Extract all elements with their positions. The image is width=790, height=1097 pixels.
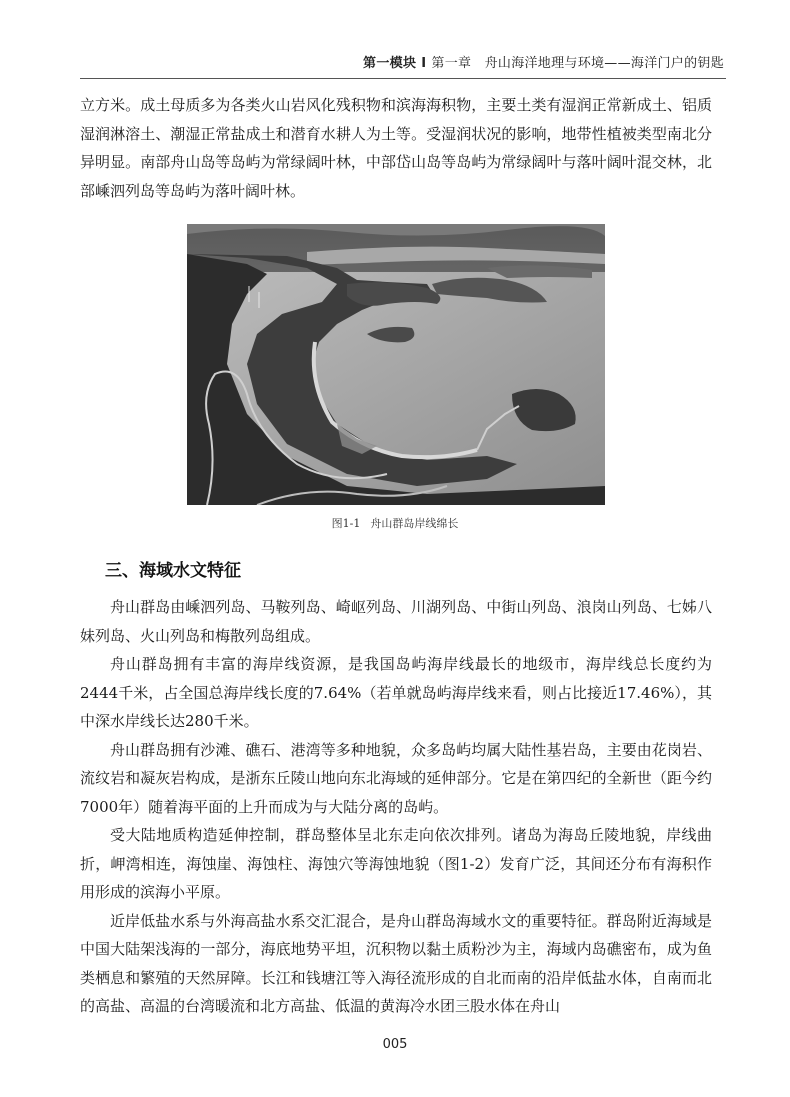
intro-paragraph: 立方米。成土母质多为各类火山岩风化残积物和滨海海积物，主要土类有湿润正常新成土、铝质湿润淋溶土、潮湿正常盐成土和潜育水耕人为土等。受湿润状况的影响，地带性植被类型南北分异明显。南部舟山岛等岛屿为常绿阔叶林，中部岱山岛等岛屿为常绿阔叶与落叶阔叶混交林，北部嵊泗列岛等岛屿为落叶阔叶林。 — [80, 96, 712, 200]
figure-caption-text: 舟山群岛岸线绵长 — [370, 517, 459, 530]
header-rule — [80, 78, 726, 79]
body-paragraph: 舟山群岛由嵊泗列岛、马鞍列岛、崎岖列岛、川湖列岛、中街山列岛、浪岗山列岛、七姊八妹列岛、火山列岛和梅散列岛组成。 — [80, 598, 712, 645]
coastline-photo — [187, 224, 605, 505]
header-module: 第一模块 — [363, 56, 417, 71]
body-paragraph: 舟山群岛拥有丰富的海岸线资源，是我国岛屿海岸线最长的地级市，海岸线总长度约为2444千米，占全国总海岸线长度的7.64%（若单就岛屿海岸线来看，则占比接近17.46%），其中深水岸线长达280千米。 — [80, 655, 712, 730]
section-heading: 三、海域水文特征 — [105, 561, 241, 581]
figure-number: 图1-1 — [331, 517, 361, 530]
body-paragraph: 受大陆地质构造延伸控制，群岛整体呈北东走向依次排列。诸岛为海岛丘陵地貌，岸线曲折，岬湾相连，海蚀崖、海蚀柱、海蚀穴等海蚀地貌（图1-2）发育广泛，其间还分布有海积作用形成的滨海小平原。 — [80, 826, 712, 901]
body-paragraph: 舟山群岛拥有沙滩、礁石、港湾等多种地貌，众多岛屿均属大陆性基岩岛，主要由花岗岩、流纹岩和凝灰岩构成，是浙东丘陵山地向东北海域的延伸部分。它是在第四纪的全新世（距今约7000年）随着海平面的上升而成为与大陆分离的岛屿。 — [80, 740, 712, 816]
body-paragraph: 近岸低盐水系与外海高盐水系交汇混合，是舟山群岛海域水文的重要特征。群岛附近海域是中国大陆架浅海的一部分，海底地势平坦，沉积物以黏土质粉沙为主，海域内岛礁密布，成为鱼类栖息和繁殖的天然屏障。长江和钱塘江等入海径流形成的自北而南的沿岸低盐水体，自南而北的高盐、高温的台湾暖流和北方高盐、低温的黄海冷水团三股水体在舟山 — [80, 911, 712, 1015]
header-separator: I — [421, 56, 427, 71]
header-chapter: 第一章 舟山海洋地理与环境——海洋门户的钥匙 — [431, 56, 724, 71]
intro-text — [80, 91, 712, 205]
figure-caption — [0, 515, 790, 531]
running-header — [363, 52, 724, 71]
section-body — [80, 593, 712, 1021]
page-number: 005 — [382, 1037, 408, 1052]
